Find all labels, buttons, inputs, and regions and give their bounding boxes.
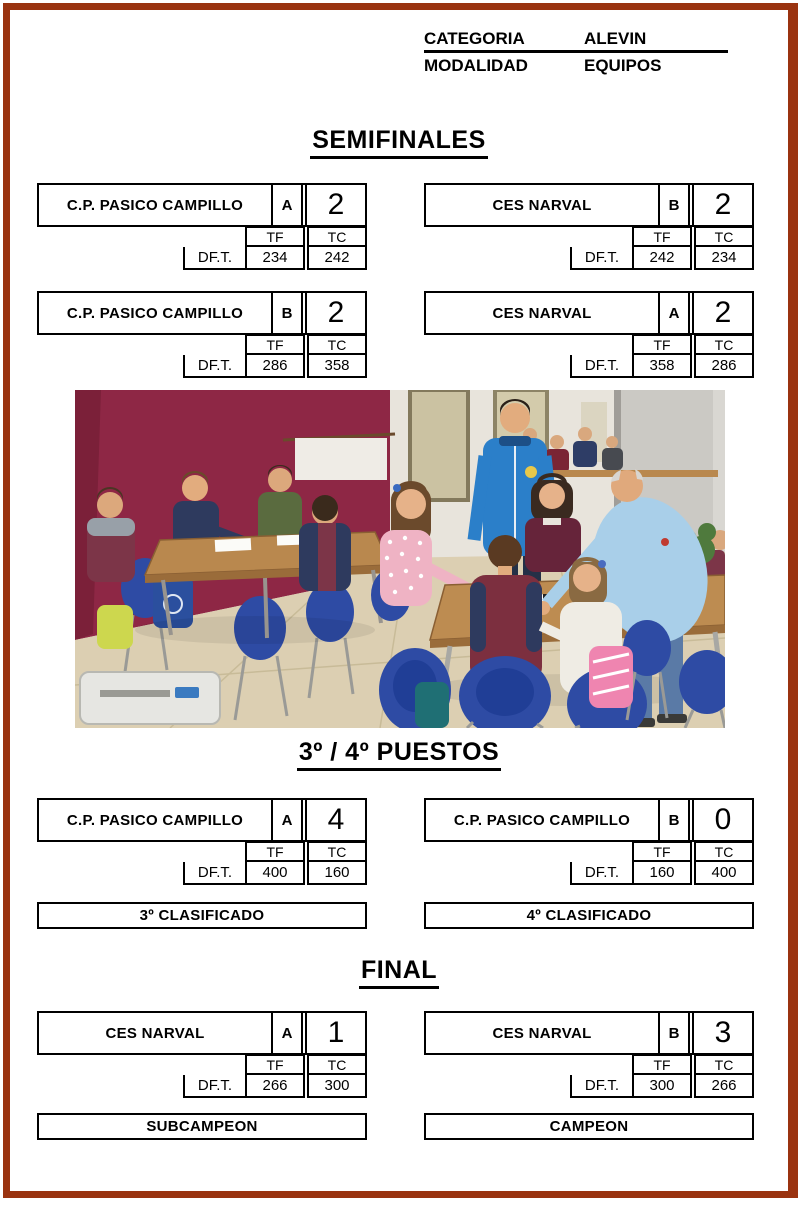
match-score: 2 — [692, 185, 752, 225]
team-letter: A — [271, 800, 303, 840]
team-letter: B — [658, 1013, 690, 1053]
tf-value: 300 — [632, 1075, 692, 1098]
match-score: 2 — [692, 293, 752, 333]
result-box-cuarto: 4º CLASIFICADO — [424, 902, 754, 929]
match-score: 1 — [305, 1013, 365, 1053]
tc-header: TC — [307, 1055, 367, 1075]
categoria-label: CATEGORIA — [424, 29, 525, 48]
tf-value: 400 — [245, 862, 305, 885]
team-letter: B — [658, 800, 690, 840]
tc-value: 300 — [307, 1075, 367, 1098]
tc-header: TC — [307, 335, 367, 355]
modalidad-value: EQUIPOS — [584, 55, 662, 75]
tc-value: 160 — [307, 862, 367, 885]
dft-label: DF.T. — [570, 355, 632, 378]
dft-label: DF.T. — [570, 247, 632, 270]
tc-header: TC — [694, 842, 754, 862]
result-box-campeon: CAMPEON — [424, 1113, 754, 1140]
team-name: C.P. PASICO CAMPILLO — [66, 304, 244, 322]
photo-banner — [283, 434, 395, 480]
match-box-sf2-left — [37, 291, 367, 378]
match-score: 2 — [305, 185, 365, 225]
tf-header: TF — [245, 227, 305, 247]
match-box-puestos-left — [37, 798, 367, 885]
match-score: 4 — [305, 800, 365, 840]
tc-header: TC — [694, 1055, 754, 1075]
match-score: 0 — [692, 800, 752, 840]
match-box-final-right — [424, 1011, 754, 1098]
tournament-photo — [75, 390, 725, 728]
tc-header: TC — [307, 227, 367, 247]
result-box-subcampeon: SUBCAMPEON — [37, 1113, 367, 1140]
tournament-photo-art — [75, 390, 725, 728]
tf-header: TF — [245, 1055, 305, 1075]
dft-label: DF.T. — [183, 355, 245, 378]
tc-value: 400 — [694, 862, 754, 885]
modalidad-label: MODALIDAD — [424, 55, 528, 75]
match-box-sf1-right — [424, 183, 754, 270]
team-name: C.P. PASICO CAMPILLO — [66, 196, 244, 214]
tf-header: TF — [632, 335, 692, 355]
tc-header: TC — [694, 227, 754, 247]
team-name: C.P. PASICO CAMPILLO — [66, 811, 244, 829]
tf-value: 234 — [245, 247, 305, 270]
tf-header: TF — [245, 335, 305, 355]
tc-value: 266 — [694, 1075, 754, 1098]
dft-label: DF.T. — [570, 862, 632, 885]
categoria-value: ALEVIN — [584, 29, 647, 48]
section-title-puestos: 3º / 4º PUESTOS — [0, 738, 798, 771]
dft-label: DF.T. — [183, 247, 245, 270]
match-box-final-left — [37, 1011, 367, 1098]
header — [424, 28, 728, 78]
dft-label: DF.T. — [570, 1075, 632, 1098]
match-box-sf1-left — [37, 183, 367, 270]
tc-value: 286 — [694, 355, 754, 378]
team-letter: A — [271, 185, 303, 225]
dft-label: DF.T. — [183, 1075, 245, 1098]
tf-value: 160 — [632, 862, 692, 885]
header-row-modalidad — [424, 53, 728, 78]
tc-header: TC — [307, 842, 367, 862]
match-box-sf2-right — [424, 291, 754, 378]
header-row-categoria — [424, 28, 728, 53]
photo-printer — [80, 672, 220, 724]
tf-value: 358 — [632, 355, 692, 378]
team-letter: A — [271, 1013, 303, 1053]
tf-value: 242 — [632, 247, 692, 270]
team-letter: B — [271, 293, 303, 333]
tf-header: TF — [632, 227, 692, 247]
tc-header: TC — [694, 335, 754, 355]
team-name: C.P. PASICO CAMPILLO — [453, 811, 631, 829]
team-name: CES NARVAL — [492, 1024, 592, 1042]
team-name: CES NARVAL — [492, 304, 592, 322]
team-name: CES NARVAL — [492, 196, 592, 214]
team-letter: B — [658, 185, 690, 225]
section-title-final: FINAL — [0, 956, 798, 989]
match-box-puestos-right — [424, 798, 754, 885]
section-title-semifinales: SEMIFINALES — [0, 126, 798, 159]
result-box-tercero: 3º CLASIFICADO — [37, 902, 367, 929]
tf-value: 266 — [245, 1075, 305, 1098]
tc-value: 242 — [307, 247, 367, 270]
tf-header: TF — [632, 1055, 692, 1075]
tf-value: 286 — [245, 355, 305, 378]
dft-label: DF.T. — [183, 862, 245, 885]
tc-value: 234 — [694, 247, 754, 270]
team-name: CES NARVAL — [105, 1024, 205, 1042]
team-letter: A — [658, 293, 690, 333]
tf-header: TF — [245, 842, 305, 862]
match-score: 3 — [692, 1013, 752, 1053]
match-score: 2 — [305, 293, 365, 333]
tc-value: 358 — [307, 355, 367, 378]
tf-header: TF — [632, 842, 692, 862]
